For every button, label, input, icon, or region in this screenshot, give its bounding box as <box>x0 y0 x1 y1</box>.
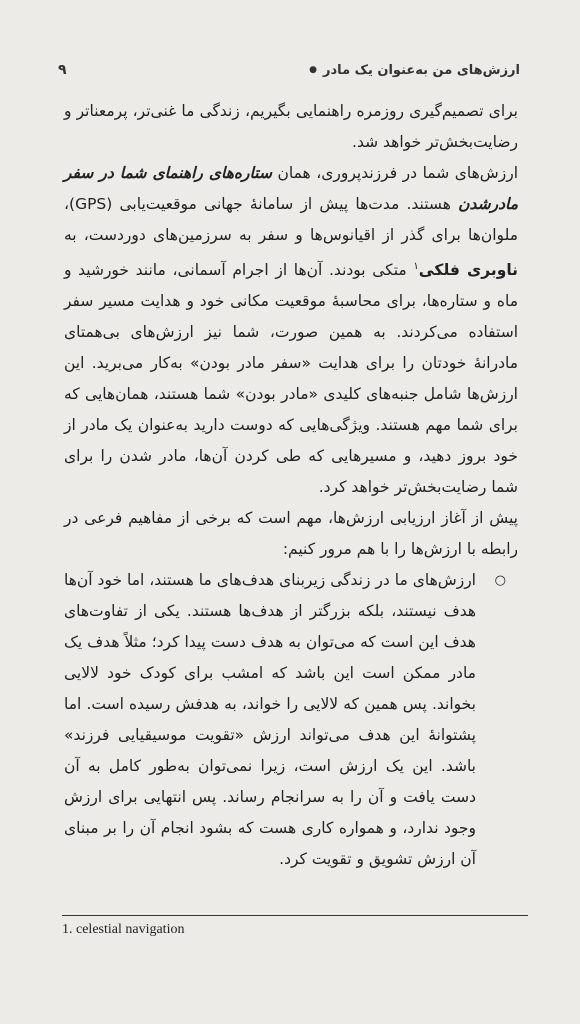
list-item <box>64 565 518 875</box>
footnote: 1. celestial navigation <box>62 922 185 937</box>
body-text <box>64 96 518 875</box>
bold-term: ناوبری فلکی <box>418 261 518 280</box>
footnote-ref: ۱ <box>413 261 419 272</box>
list-item-text: ارزش‌های ما در زندگی زیربنای هدف‌های ما هستند، اما خود آن‌ها هدف نیستند، بلکه بزرگتر از هدف‌ها هستند. یکی از تفاوت‌های هدف این است که می‌توان به هدف دست پیدا کرد؛ مثلاً هدف یک مادر ممکن است این باشد که امشب برای کودک خود لالایی بخواند. پس همین که لالایی را خواند، به هدفش رسیده است. اما پشتوانهٔ این هدف می‌تواند ارزش «تقویت موسیقیایی فرزند» باشد. این یک ارزش است، زیرا نمی‌توان به‌طور کامل به آن دست یافت و آن را به سرانجام رساند. پس انتهایی برای ارزش وجود ندارد، و همواره کاری هست که بشود انجام آن را بر مبنای آن ارزش تشویق و تقویت کرد. <box>64 571 476 869</box>
emphasized-phrase: ستاره‌های راهنمای شما در سفر مادرشدن <box>64 164 518 213</box>
header-bullet: ● <box>309 65 318 75</box>
running-header <box>58 62 520 78</box>
chapter-title: ارزش‌های من به‌عنوان یک مادر <box>323 62 520 78</box>
paragraph-2-part-3: متکی بودند. آن‌ها از اجرام آسمانی، مانند خورشید و ماه و ستاره‌ها، برای محاسبهٔ موقعیت مکانی خود و هدایت مسیر سفر استفاده می‌کردند. به همین صورت، شما نیز ارزش‌های بی‌همتای مادرانهٔ خودتان را برای هدایت «سفر مادر بودن» به‌کار می‌برید. این ارزش‌ها شامل جنبه‌های کلیدی «مادر بودن» شما هستند، همان‌هایی که برای شما مهم هستند. ویژگی‌هایی که دوست دارید به‌عنوان یک مادر از خود بروز دهید، و مسیرهایی که طی کردن آن‌ها، مادر شدن را برای شما رضایت‌بخش‌تر خواهد کرد. <box>64 261 518 497</box>
paragraph-3: پیش از آغاز ارزیابی ارزش‌ها، مهم است که برخی از مفاهیم فرعی در رابطه با ارزش‌ها را با هم مرور کنیم: <box>64 509 518 559</box>
paragraph-2-part-2: هستند. مدت‌ها پیش از سامانهٔ جهانی موقعیت‌یابی (GPS)، ملوان‌ها برای گذر از اقیانوس‌ها و سفر به سرزمین‌های دوردست، به <box>64 195 518 244</box>
paragraph-2-part-1: ارزش‌های شما در فرزندپروری، همان <box>271 164 518 182</box>
page-number: ۹ <box>58 62 67 78</box>
paragraph-1: برای تصمیم‌گیری روزمره راهنمایی بگیریم، زندگی ما غنی‌تر، پرمعناتر و رضایت‌بخش‌تر خواهد شد. <box>64 102 518 151</box>
circle-bullet-icon: ○ <box>494 573 506 589</box>
footnote-divider <box>62 915 528 916</box>
paragraph-2 <box>64 158 518 503</box>
